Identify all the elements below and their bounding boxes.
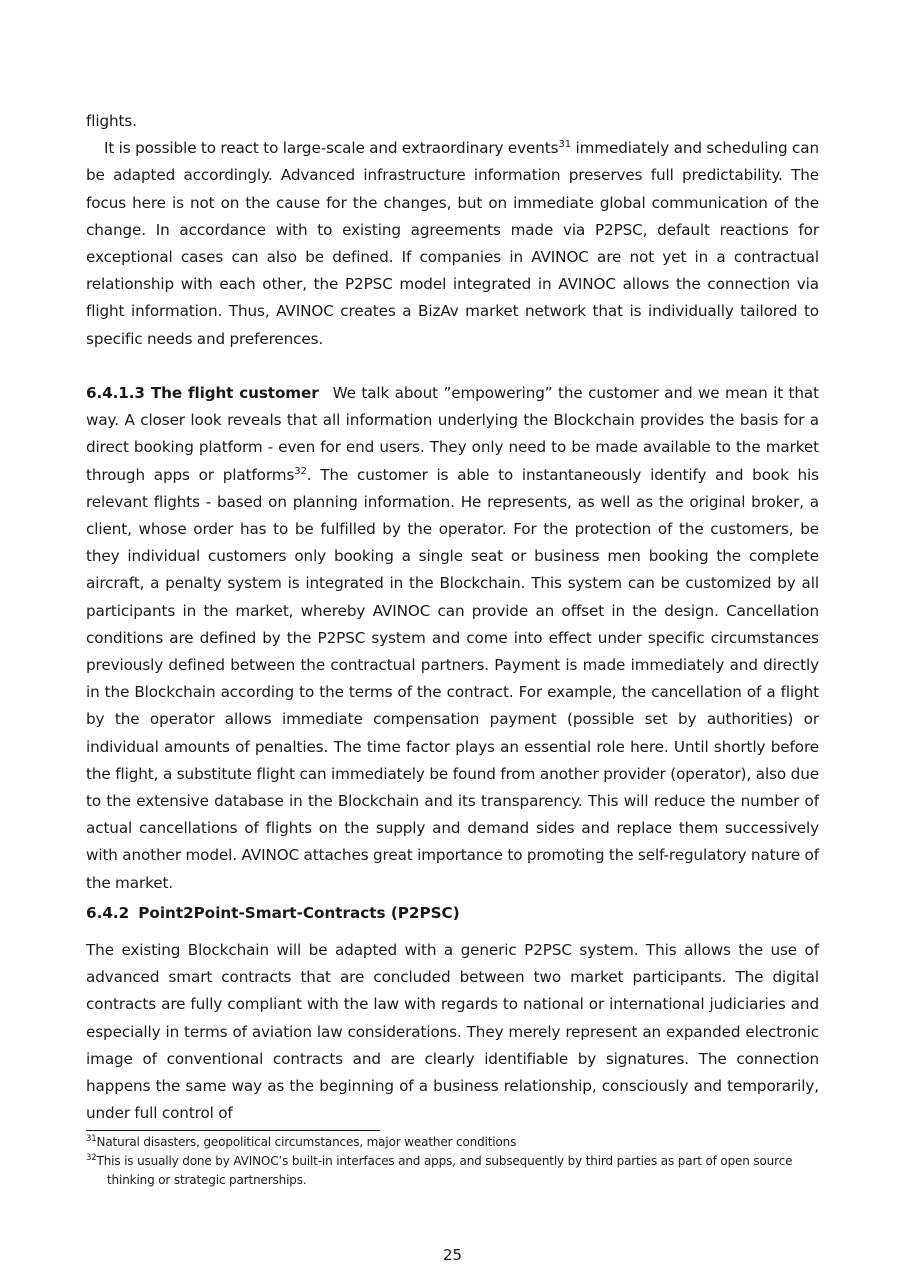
subsection-flight-customer [86,380,819,897]
footnote-ref-32[interactable]: 32 [294,465,307,477]
subsection-title: The flight customer [150,384,319,402]
footnotes [86,1133,819,1190]
footnote-32-number: 32 [86,1153,97,1163]
paragraph-events-rest: immediately and scheduling can be adapted accordingly. Advanced infrastructure information preserves full predictability. The focus here is not on the cause for the changes, but on immediate global communication of the change. In accordance with to existing agreements made via P2PSC, default reactions for exceptional cases can also be defined. If companies in AVINOC are not yet in a contractual relationship with each other, the P2PSC model integrated in AVINOC allows the connection via flight information. Thus, AVINOC creates a BizAv market network that is individually tailored to specific needs and preferences. [86,139,819,348]
continuation-line: flights. [86,112,137,130]
footnote-ref-31[interactable]: 31 [558,139,571,151]
paragraph-events-text: It is possible to react to large-scale and extraordinary events [104,139,559,158]
subsection-text-a: We talk about ”empowering” the customer and we mean it that way. A closer look reveals that all information underlying the Blockchain provides the basis for a direct booking platform - even for end users. They only need to be made available to the market through apps or platforms [86,384,819,484]
footnote-32-text: This is usually done by AVINOC’s built-in interfaces and apps, and subsequently by third parties as part of open source thinking or strategic partnerships. [96,1154,793,1187]
section-heading [86,900,819,927]
paragraph-events [86,135,819,353]
subsection-text-b: . The customer is able to instantaneously identify and book his relevant flights - based on planning information. He represents, as well as the original broker, a client, whose order has to be fulfilled by the operator. For the protection of the customers, be they individual customers only booking a single seat or business men booking the complete aircraft, a penalty system is integrated in the Blockchain. This system can be customized by all participants in the market, whereby AVINOC can provide an offset in the design. Cancellation conditions are defined by the P2PSC system and come into effect under specific circumstances previously defined between the contractual partners. Payment is made immediately and directly in the Blockchain according to the terms of the contract. For example, the cancellation of a flight by the operator allows immediate compensation payment (possible set by authorities) or individual amounts of penalties. The time factor plays an essential role here. Until shortly before the flight, a substitute flight can immediately be found from another provider (operator), also due to the extensive database in the Blockchain and its transparency. This will reduce the number of actual cancellations of flights on the supply and demand sides and replace them successively with another model. AVINOC attaches great importance to promoting the self-regulatory nature of the market. [86,465,819,892]
footnote-31 [86,1133,819,1152]
body-block-top [86,108,819,353]
footnote-rule [86,1130,380,1131]
section-body [86,937,819,1127]
section-number: 6.4.2 [86,904,130,922]
footnote-31-number: 31 [86,1134,97,1144]
section-title: Point2Point-Smart-Contracts (P2PSC) [138,904,460,922]
subsection-paragraph [86,380,819,897]
page-number: 25 [442,1246,463,1264]
footnote-31-text: Natural disasters, geopolitical circumstances, major weather conditions [96,1135,517,1149]
subsection-number: 6.4.1.3 [86,384,145,402]
section-paragraph: The existing Blockchain will be adapted with a generic P2PSC system. This allows the use of advanced smart contracts that are concluded between two market participants. The digital contracts are fully compliant with the law with regards to national or international judiciaries and especially in terms of aviation law considerations. They merely represent an expanded electronic image of conventional contracts and are clearly identifiable by signatures. The connection happens the same way as the beginning of a business relationship, consciously and temporarily, under full control of [86,941,819,1123]
footnote-32 [86,1152,819,1190]
